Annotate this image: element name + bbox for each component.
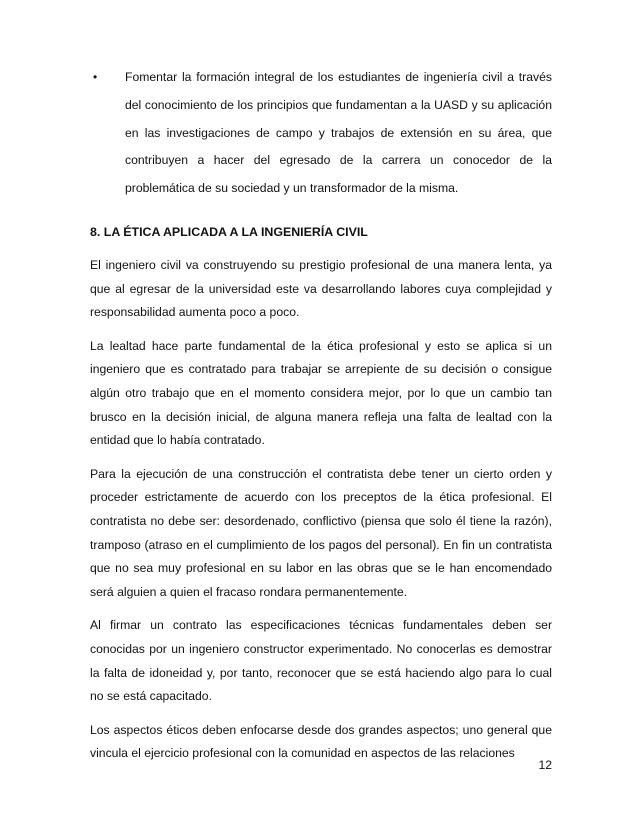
page-number: 12 xyxy=(538,758,552,772)
section-heading: 8. LA ÉTICA APLICADA A LA INGENIERÍA CIVIL xyxy=(90,225,368,239)
bullet-item xyxy=(90,64,552,203)
section-body xyxy=(90,254,552,776)
paragraph-3: Para la ejecución de una construcción el contratista debe tener un cierto orden y proceder estrictamente de acuerdo con los preceptos de la ética profesional. El contratista no debe ser: desordenado, conflictivo (piensa que solo él tiene la razón), tramposo (atraso en el cumplimiento de los pagos del personal). En fin un contratista que no sea muy profesional en su labor en las obras que se le han encomendado será alguien a quien el fracaso rondara permanentemente. xyxy=(90,466,552,599)
paragraph-5: Los aspectos éticos deben enfocarse desde dos grandes aspectos; uno general que vincula el ejercicio profesional con la comunidad en aspectos de las relaciones xyxy=(90,722,552,761)
bullet-text: Fomentar la formación integral de los estudiantes de ingeniería civil a través del conocimiento de los principios que fundamentan a la UASD y su aplicación en las investigaciones de campo y trabajos de extensión en su área, que contribuyen a hacer del egresado de la carrera un conocedor de la problemática de su sociedad y un transformador de la misma. xyxy=(125,70,552,196)
paragraph-1: El ingeniero civil va construyendo su prestigio profesional de una manera lenta, ya que al egresar de la universidad este va desarrollando labores cuya complejidad y responsabilidad aumenta poco a poco. xyxy=(90,258,552,320)
bullet-marker: • xyxy=(93,70,98,84)
paragraph-4: Al firmar un contrato las especificaciones técnicas fundamentales deben ser conocidas por un ingeniero constructor experimentado. No conocerlas es demostrar la falta de idoneidad y, por tanto, reconocer que se está haciendo algo para lo cual no se está capacitado. xyxy=(90,618,552,704)
objectives-bullet-list xyxy=(90,64,552,203)
paragraph-2: La lealtad hace parte fundamental de la ética profesional y esto se aplica si un ingeniero que es contratado para trabajar se arrepiente de su decisión o consigue algún otro trabajo que en el momento considera mejor, por lo que un cambio tan brusco en la decisión inicial, de alguna manera refleja una falta de lealtad con la entidad que lo había contratado. xyxy=(90,338,552,448)
